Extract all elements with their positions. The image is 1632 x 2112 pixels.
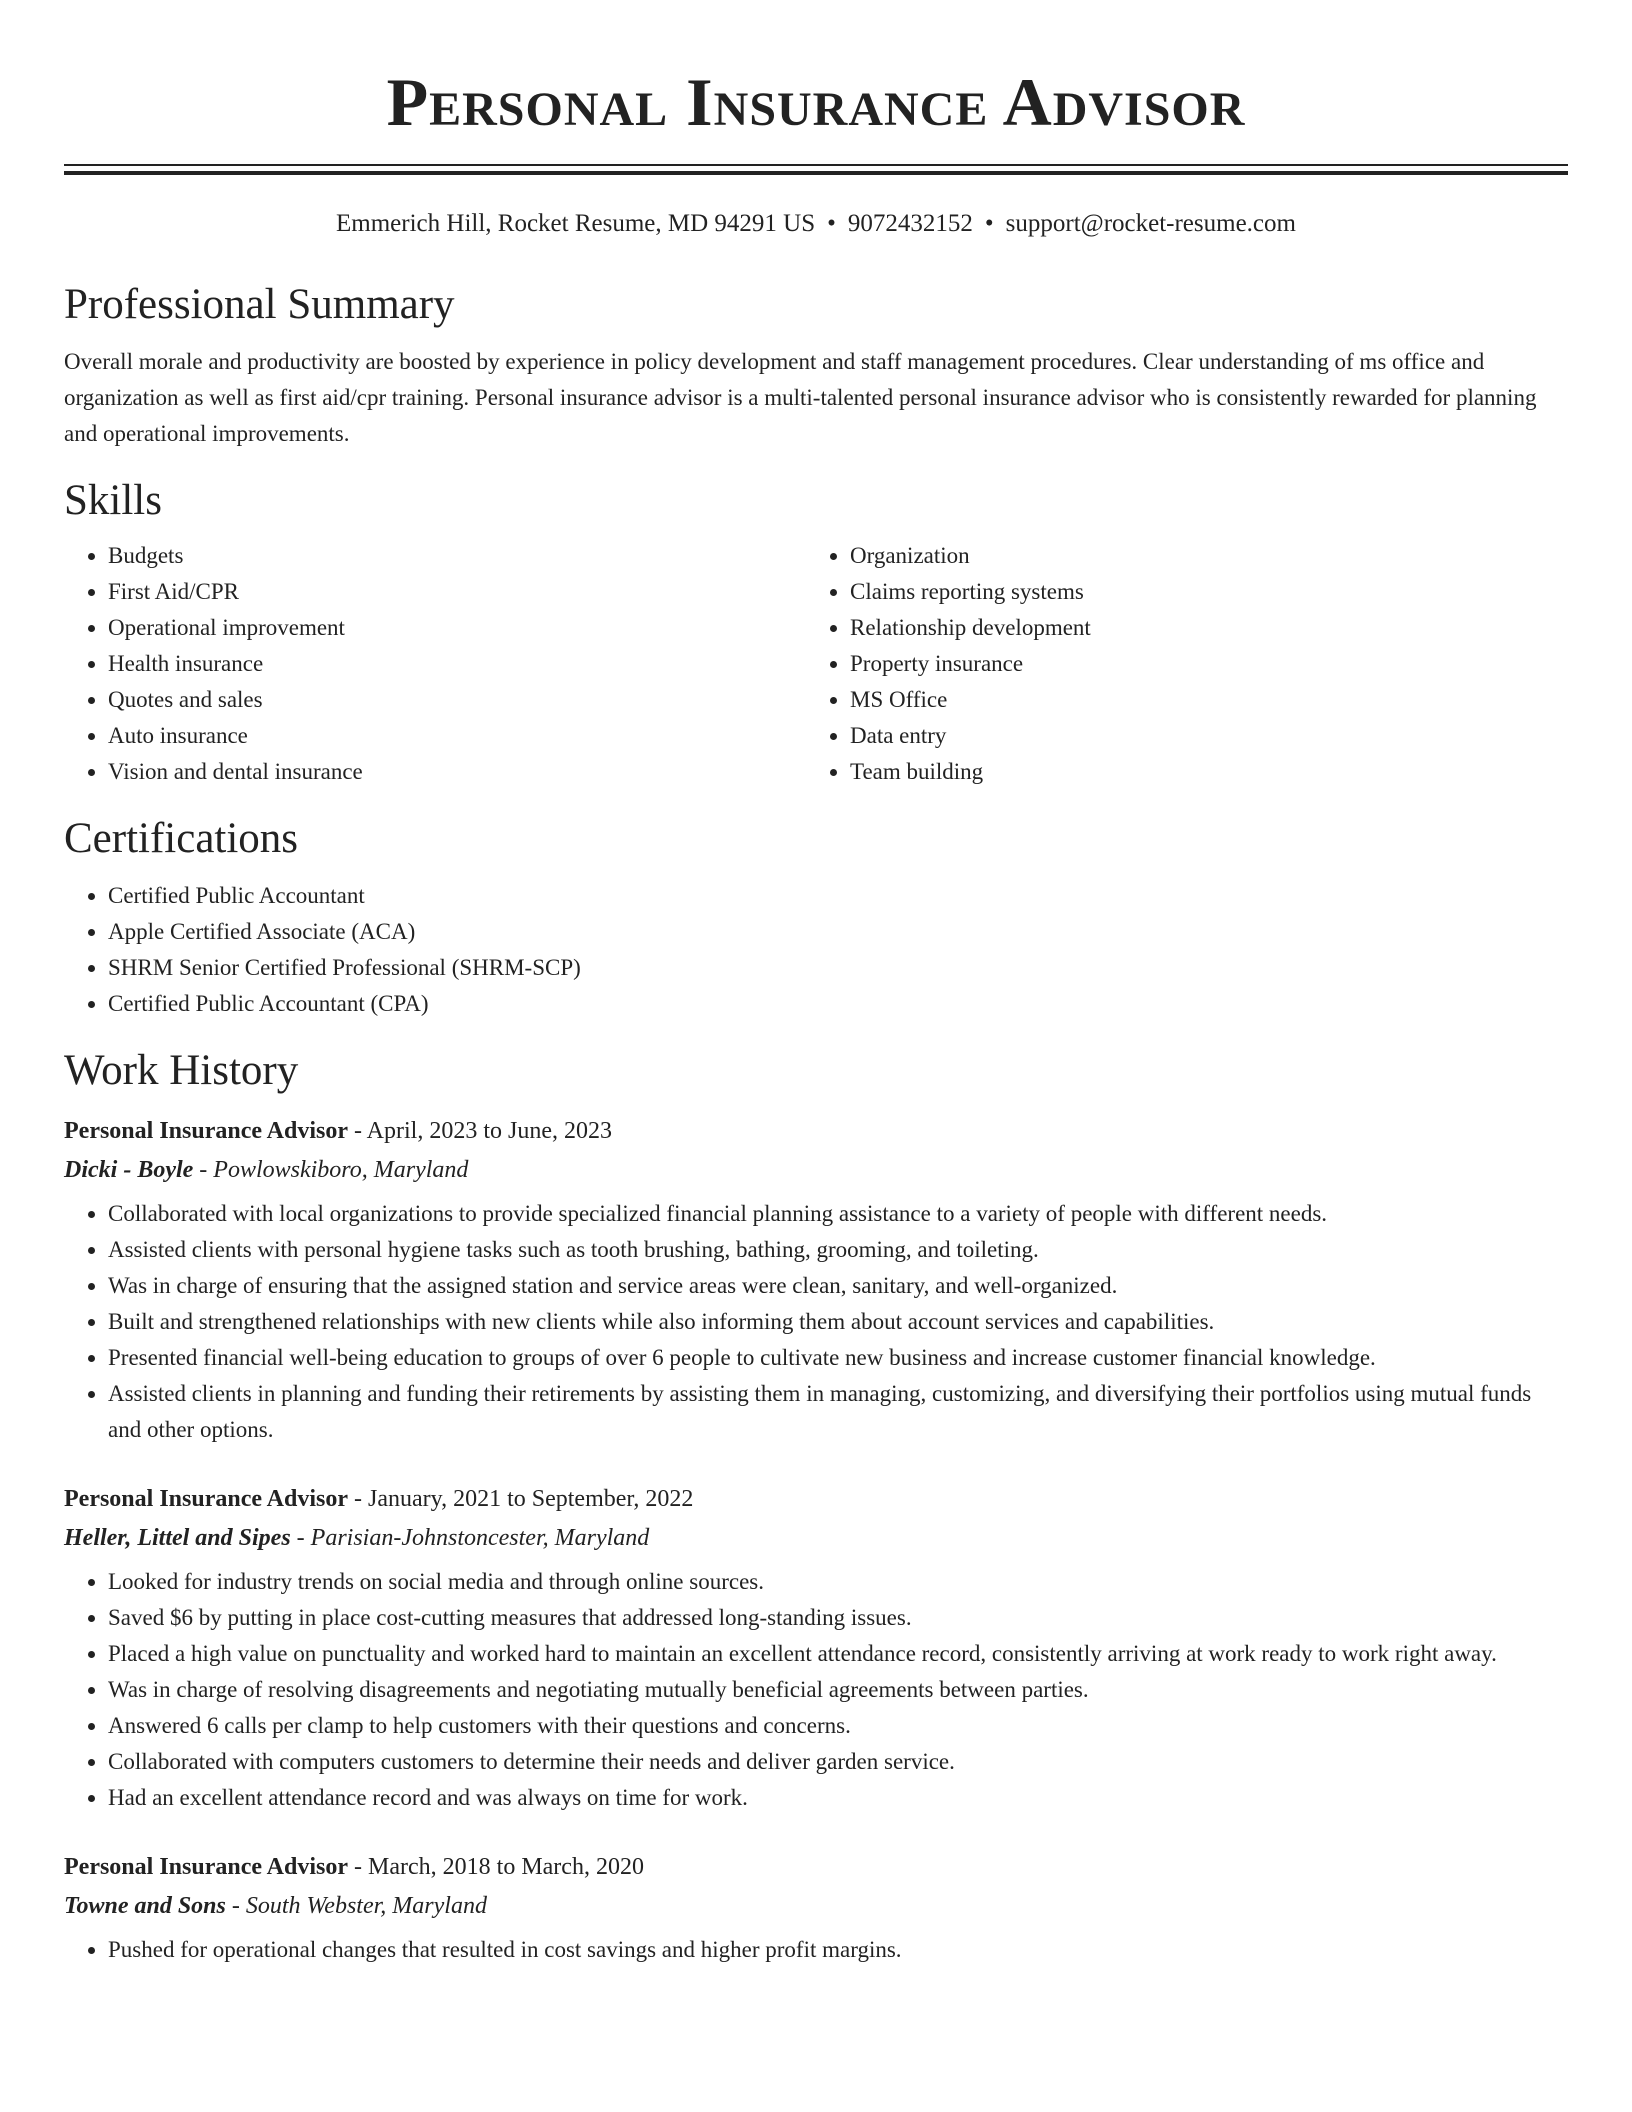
certifications-list [64,878,1568,1022]
skills-list-left [64,538,806,790]
job-duties [64,1196,1568,1448]
skill-item: • Relationship development [850,610,1548,646]
certifications-heading: Certifications [64,815,299,862]
job-company: Dicki - Boyle [64,1157,194,1183]
skill-item: • First Aid/CPR [108,574,806,610]
skills-grid [64,538,1568,790]
job-duties [64,1932,1568,1968]
job-company: Towne and Sons [64,1893,226,1919]
job-duty: • Built and strengthened relationships with new clients while also informing them about account services and capabilities. [108,1304,1568,1340]
job-title: Personal Insurance Advisor [64,1486,349,1512]
title-rule-thin [64,164,1568,166]
skill-item: • Budgets [108,538,806,574]
job-duty: • Saved $6 by putting in place cost-cutting measures that addressed long-standing issues. [108,1600,1568,1636]
job-location: - South Webster, Maryland [225,1893,487,1919]
job-title-line [64,1112,1568,1150]
skill-item: • Quotes and sales [108,682,806,718]
job-entry [64,1112,1568,1448]
job-location: - Parisian-Johnstoncester, Maryland [290,1525,650,1551]
job-duty: • Answered 6 calls per clamp to help customers with their questions and concerns. [108,1708,1568,1744]
skill-item: • Vision and dental insurance [108,754,806,790]
skill-item: • MS Office [850,682,1548,718]
certification-item: • SHRM Senior Certified Professional (SHRM-SCP) [108,950,1568,986]
job-duty: • Assisted clients with personal hygiene tasks such as tooth brushing, bathing, grooming, and toileting. [108,1232,1568,1268]
resume-title: Personal Insurance Advisor [386,64,1246,140]
summary-heading: Professional Summary [64,281,455,328]
job-duty: • Looked for industry trends on social media and through online sources. [108,1564,1568,1600]
skill-item: • Organization [850,538,1548,574]
work-history-heading: Work History [64,1047,299,1094]
job-duty: • Was in charge of resolving disagreements and negotiating mutually beneficial agreements between parties. [108,1672,1568,1708]
skills-heading: Skills [64,477,162,524]
job-duty: • Assisted clients in planning and funding their retirements by assisting them in managing, customizing, and diversifying their portfolios using mutual funds and other options. [108,1376,1568,1448]
contact-info [64,208,1568,240]
skill-item: • Data entry [850,718,1548,754]
job-dates: - January, 2021 to September, 2022 [348,1486,694,1512]
job-location: - Powlowskiboro, Maryland [193,1157,469,1183]
skill-item: • Claims reporting systems [850,574,1548,610]
job-entry [64,1848,1568,1968]
certification-item: • Certified Public Accountant [108,878,1568,914]
contact-phone: 9072432152 [847,210,973,237]
job-company-line [64,1150,1568,1190]
job-company-line [64,1518,1568,1558]
job-duty: • Pushed for operational changes that resulted in cost savings and higher profit margins. [108,1932,1568,1968]
summary-text: Overall morale and productivity are boosted by experience in policy development and staff management procedures. Clear understanding of ms office and organization as well as first aid/cpr training. Personal insurance advisor is a multi-talented personal insurance advisor who is consistently rewarded for planning and operational improvements. [64,349,1537,446]
contact-separator: • [984,210,994,237]
skills-list-right [806,538,1548,790]
job-dates: - April, 2023 to June, 2023 [348,1118,613,1144]
contact-email: support@rocket-resume.com [1005,210,1296,237]
job-entry [64,1480,1568,1816]
job-duty: • Presented financial well-being education to groups of over 6 people to cultivate new business and increase customer financial knowledge. [108,1340,1568,1376]
job-title-line [64,1848,1568,1886]
skill-item: • Property insurance [850,646,1548,682]
job-title: Personal Insurance Advisor [64,1118,349,1144]
job-duty: • Was in charge of ensuring that the assigned station and service areas were clean, sanitary, and well-organized. [108,1268,1568,1304]
skill-item: • Health insurance [108,646,806,682]
job-duty: • Placed a high value on punctuality and worked hard to maintain an excellent attendance record, consistently arriving at work ready to work right away. [108,1636,1568,1672]
job-duty: • Collaborated with computers customers to determine their needs and deliver garden service. [108,1744,1568,1780]
job-title: Personal Insurance Advisor [64,1854,349,1880]
contact-separator: • [827,210,836,237]
job-company: Heller, Littel and Sipes [64,1525,291,1551]
job-dates: - March, 2018 to March, 2020 [348,1854,644,1880]
certification-item: • Certified Public Accountant (CPA) [108,986,1568,1022]
title-rule-thick [64,171,1568,175]
job-company-line [64,1886,1568,1926]
contact-address: Emmerich Hill, Rocket Resume, MD 94291 US [336,210,816,237]
job-title-line [64,1480,1568,1518]
job-duties [64,1564,1568,1816]
skill-item: • Operational improvement [108,610,806,646]
skill-item: • Auto insurance [108,718,806,754]
resume-page [64,0,1568,1968]
job-duty: • Collaborated with local organizations to provide specialized financial planning assistance to a variety of people with different needs. [108,1196,1568,1232]
certification-item: • Apple Certified Associate (ACA) [108,914,1568,950]
skill-item: • Team building [850,754,1548,790]
job-duty: • Had an excellent attendance record and was always on time for work. [108,1780,1568,1816]
